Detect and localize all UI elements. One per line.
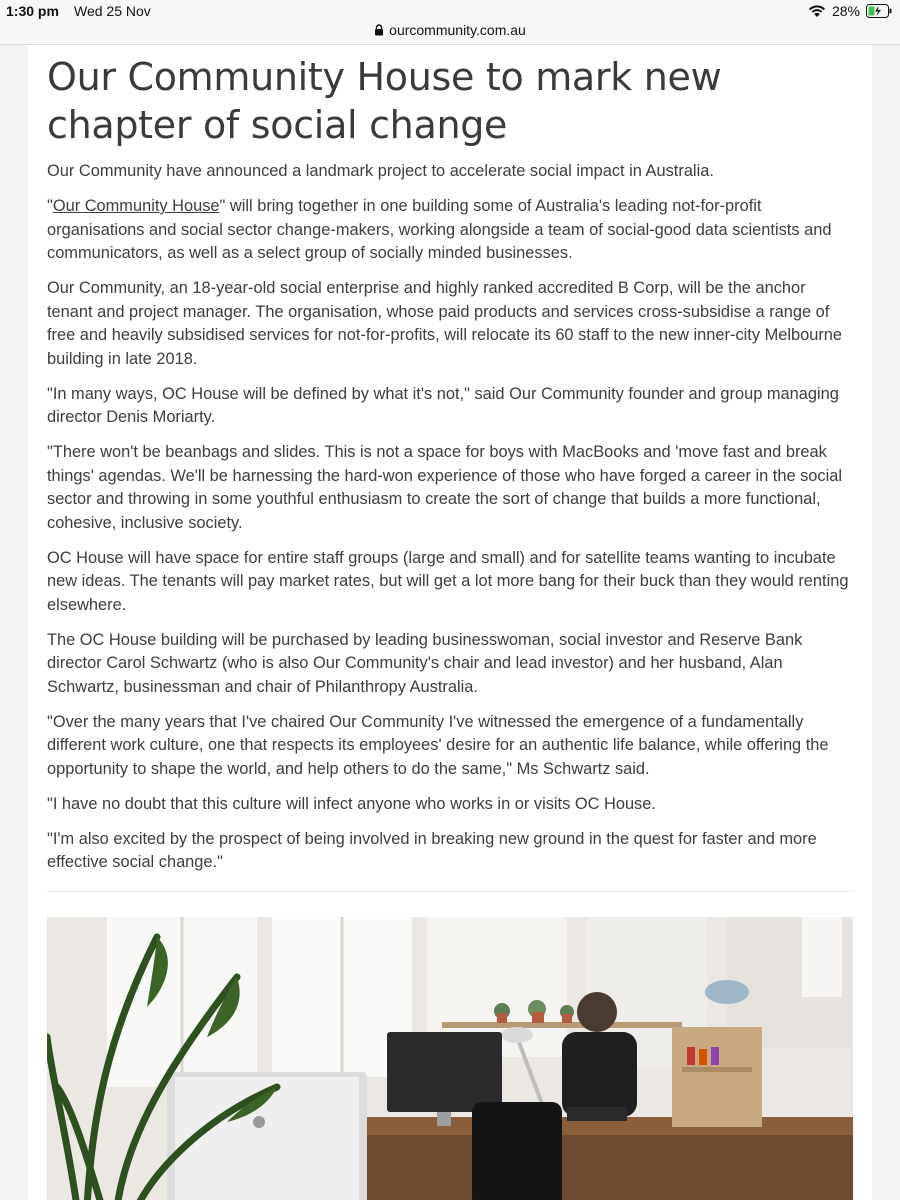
article-paragraph-1	[47, 195, 853, 266]
lock-icon	[374, 24, 384, 36]
article-paragraph-5: OC House will have space for entire staff groups (large and small) and for satellite teams wanting to incubate new ideas. The tenants will pay market rates, but will get a lot more bang for their buck than they would renting elsewhere.	[47, 548, 849, 614]
article-paragraph-3: "In many ways, OC House will be defined by what it's not," said Our Community founder and group managing director Denis Moriarty.	[47, 384, 839, 426]
article-paragraph-7: "Over the many years that I've chaired Our Community I've witnessed the emergence of a fundamentally different work culture, one that respects its employees' desire for an authentic life balance, while offering the opportunity to shape the world, and help others to do the same," Ms Schwartz said.	[47, 712, 829, 778]
address-bar[interactable]	[0, 20, 900, 45]
article-page	[28, 45, 872, 1200]
article-content	[47, 45, 853, 875]
article-paragraph-2: Our Community, an 18-year-old social enterprise and highly ranked accredited B Corp, will be the anchor tenant and project manager. The organisation, whose paid products and services cross-subsidise a range of free and heavily subsidised services for not-for-profits, will relocate its 60 staff to the new inner-city Melbourne building in late 2018.	[47, 279, 843, 368]
paragraph-1-text: " will bring together in one building some of Australia's leading not-for-profit organisations and social sector change-makers, working alongside a team of social-good data scientists and communicators, as well as a select group of socially minded businesses.	[47, 197, 832, 262]
article-paragraph-8: "I have no doubt that this culture will infect anyone who works in or visits OC House.	[47, 794, 656, 813]
article-paragraph-6: The OC House building will be purchased by leading businesswoman, social investor and Reserve Bank director Carol Schwartz (who is also Our Community's chair and lead investor) and her husband, Alan Schwartz, businessman and chair of Philanthropy Australia.	[47, 630, 803, 696]
section-divider	[47, 891, 853, 892]
article-intro: Our Community have announced a landmark project to accelerate social impact in Australia.	[47, 162, 714, 180]
wifi-icon	[808, 4, 826, 18]
article-paragraph-4: "There won't be beanbags and slides. This is not a space for boys with MacBooks and 'move fast and break things' agendas. We'll be harnessing the hard-won experience of those who have forged a career in the social sector and throwing in some youthful enthusiasm to create the sort of change that builds a more functional, cohesive, inclusive society.	[47, 443, 843, 532]
status-time: 1:30 pm	[6, 3, 59, 19]
battery-percent: 28%	[831, 3, 860, 19]
status-right	[808, 3, 892, 19]
url-text[interactable]: ourcommunity.com.au	[389, 22, 526, 38]
office-photo	[47, 917, 853, 1200]
battery-icon	[866, 4, 892, 18]
open-quote: "	[47, 197, 53, 215]
status-bar	[0, 0, 900, 22]
our-community-house-link[interactable]: Our Community House	[52, 197, 220, 215]
article-paragraph-9: "I'm also excited by the prospect of being involved in breaking new ground in the quest for faster and more effective social change."	[47, 829, 817, 871]
status-date: Wed 25 Nov	[74, 3, 151, 19]
article-title: Our Community House to mark new chapter of social change	[47, 55, 722, 147]
